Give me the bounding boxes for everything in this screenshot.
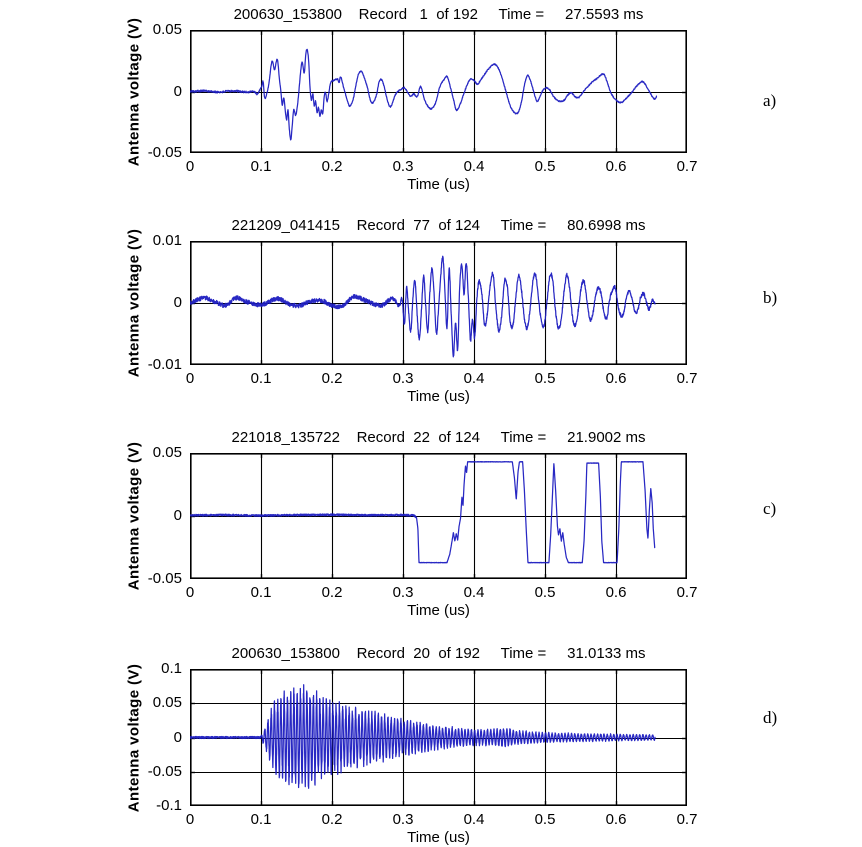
- panel-letter-label: b): [763, 288, 778, 307]
- y-tick-label: -0.01: [147, 356, 182, 373]
- plot-title: 200630_153800 Record 20 of 192 Time = 31.0133 ms: [231, 645, 646, 662]
- y-tick-label: 0.05: [152, 694, 182, 712]
- x-tick-label: 0.6: [605, 584, 627, 601]
- waveform-canvas: [190, 453, 687, 579]
- y-tick-label: 0: [173, 507, 182, 524]
- x-tick-label: 0.7: [676, 584, 698, 601]
- plot-title: 221209_041415 Record 77 of 124 Time = 80.6998 ms: [231, 217, 646, 234]
- x-tick-label: 0.1: [250, 584, 272, 601]
- x-tick-label: 0.5: [534, 584, 556, 601]
- panel-letter-label: c): [763, 499, 777, 518]
- panel-letter-label: d): [763, 708, 778, 727]
- x-tick-label: 0.5: [534, 370, 556, 387]
- x-tick-label: 0.3: [392, 584, 414, 601]
- x-tick-label: 0.3: [392, 811, 414, 828]
- y-tick-label: -0.05: [147, 762, 182, 780]
- x-tick-label: 0: [185, 158, 195, 175]
- y-axis-label: Antenna voltage (V): [125, 17, 143, 166]
- plot-title: 200630_153800 Record 1 of 192 Time = 27.5593 ms: [233, 6, 644, 23]
- waveform-canvas: [190, 30, 687, 153]
- waveform-canvas: [190, 241, 687, 365]
- y-tick-label: 0: [173, 82, 182, 100]
- x-tick-label: 0.7: [676, 811, 698, 828]
- plot-title: 221018_135722 Record 22 of 124 Time = 21.9002 ms: [231, 429, 646, 446]
- y-tick-label: -0.05: [147, 144, 182, 161]
- x-tick-label: 0.4: [463, 584, 485, 601]
- x-tick-label: 0: [185, 584, 195, 601]
- x-tick-label: 0.1: [250, 811, 272, 828]
- x-tick-label: 0.2: [321, 370, 343, 387]
- x-tick-label: 0.2: [321, 811, 343, 828]
- x-axis-label: Time (us): [407, 176, 470, 193]
- y-axis-label: Antenna voltage (V): [125, 228, 143, 378]
- x-tick-label: 0.6: [605, 811, 627, 828]
- x-tick-label: 0.5: [534, 811, 556, 828]
- x-tick-label: 0.3: [392, 370, 414, 387]
- x-tick-label: 0.2: [321, 158, 343, 175]
- x-axis-label: Time (us): [407, 829, 470, 846]
- x-tick-label: 0.7: [676, 158, 698, 175]
- x-axis-label: Time (us): [407, 388, 470, 405]
- x-tick-label: 0.1: [250, 158, 272, 175]
- y-tick-label: 0.05: [152, 21, 182, 38]
- y-tick-label: -0.05: [147, 570, 182, 587]
- y-tick-label: 0.05: [152, 444, 182, 461]
- x-tick-label: 0.5: [534, 158, 556, 175]
- x-tick-label: 0.7: [676, 370, 698, 387]
- y-tick-label: 0: [173, 728, 182, 746]
- waveform-canvas: [190, 669, 687, 806]
- y-tick-label: -0.1: [156, 797, 182, 814]
- x-tick-label: 0.2: [321, 584, 343, 601]
- x-tick-label: 0.3: [392, 158, 414, 175]
- y-tick-label: 0.01: [152, 232, 182, 249]
- x-tick-label: 0.4: [463, 811, 485, 828]
- x-tick-label: 0: [185, 370, 195, 387]
- x-tick-label: 0.6: [605, 370, 627, 387]
- y-axis-label: Antenna voltage (V): [125, 441, 143, 591]
- y-tick-label: 0.1: [161, 660, 182, 677]
- y-axis-label: Antenna voltage (V): [125, 663, 143, 812]
- panel-letter-label: a): [763, 91, 777, 110]
- x-axis-label: Time (us): [407, 602, 470, 619]
- y-tick-label: 0: [173, 294, 182, 311]
- x-tick-label: 0.4: [463, 158, 485, 175]
- x-tick-label: 0.6: [605, 158, 627, 175]
- x-tick-label: 0: [185, 811, 195, 828]
- x-tick-label: 0.1: [250, 370, 272, 387]
- x-tick-label: 0.4: [463, 370, 485, 387]
